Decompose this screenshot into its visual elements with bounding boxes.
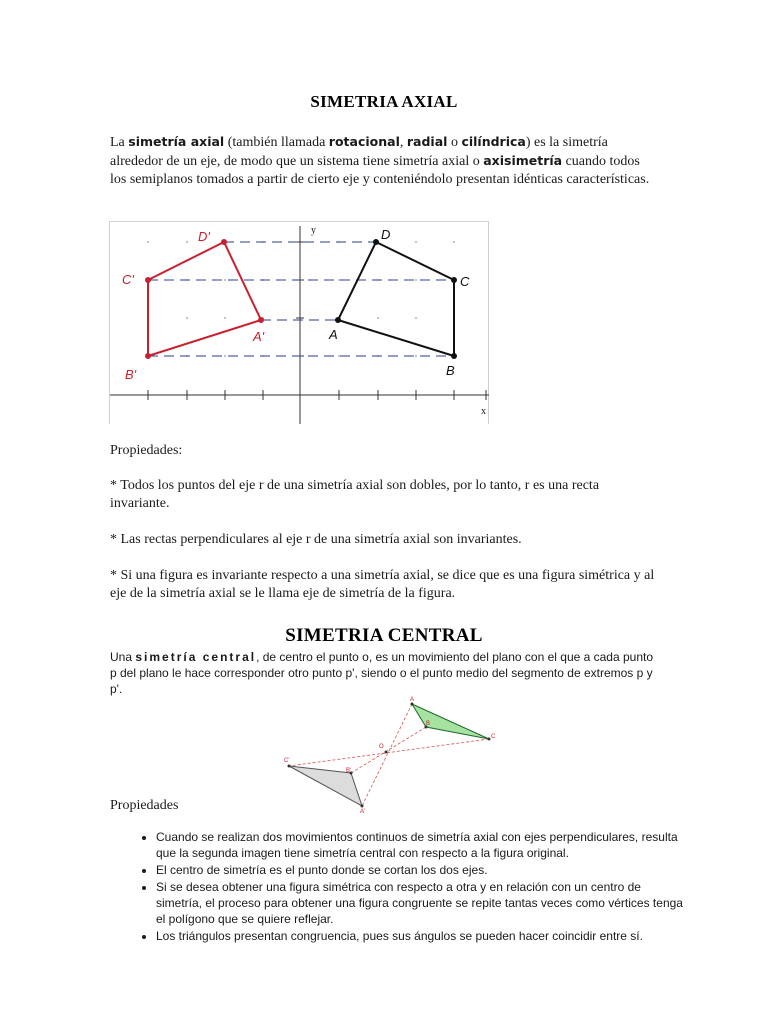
intro-text: cuando todos los semiplanos tomados a partir de cierto eje y conteniéndolo presentan idénticas características. — [110, 154, 650, 187]
label-c: C — [460, 274, 470, 289]
vertex-c-prime — [288, 765, 291, 768]
intro-paragraph-axial — [110, 133, 658, 189]
grid-dot — [415, 241, 417, 243]
intro-text: La — [110, 135, 129, 150]
dashed-correspondence-lines — [148, 242, 454, 356]
intro-term-axisimetria: axisimetría — [483, 153, 563, 168]
original-polygon — [338, 242, 454, 356]
property-item: * Todos los puntos del eje r de una simetría axial son dobles, por lo tanto, r es una recta invariante. — [110, 478, 600, 511]
vertex-b-prime — [145, 353, 151, 359]
grid-dot — [338, 355, 340, 357]
properties-heading-central: Propiedades — [110, 798, 179, 813]
grid-dot — [415, 279, 417, 281]
label-a-prime: A' — [253, 329, 265, 344]
label-c-prime: C' — [122, 272, 134, 287]
label-o: O — [379, 744, 384, 750]
grid-dot — [338, 279, 340, 281]
x-axis-label: x — [481, 406, 486, 417]
label-a-prime: A' — [360, 809, 366, 815]
grid-dot — [377, 317, 379, 319]
list-item: • Cuando se realizan dos movimientos continuos de simetría axial con ejes perpendiculares, resulta que la segunda imagen tiene simetría central con respecto a la figura original. — [156, 829, 688, 861]
property-item: * Las rectas perpendiculares al eje r de una simetría axial son invariantes. — [110, 532, 522, 547]
dashed-center-lines — [289, 704, 489, 806]
list-item: • Los triángulos presentan congruencia, pues sus ángulos se pueden hacer coincidir entre sí. — [156, 928, 688, 944]
grid-dot — [186, 317, 188, 319]
grid-dot — [224, 317, 226, 319]
original-triangle — [412, 704, 489, 739]
grid-dot — [224, 279, 226, 281]
grid-dot — [415, 355, 417, 357]
label-b-prime: B' — [125, 367, 137, 382]
vertex-d-prime — [221, 239, 227, 245]
axial-symmetry-figure — [108, 218, 490, 424]
intro-term-simetria-axial: simetría axial — [128, 134, 225, 149]
label-c: C — [491, 734, 496, 740]
grid-dot — [224, 355, 226, 357]
intro-text: , — [399, 135, 407, 150]
label-d: D — [381, 227, 391, 242]
intro-text: Una — [110, 650, 136, 664]
label-a: A — [410, 697, 415, 703]
intro-term-rotacional: rotacional — [328, 134, 400, 149]
figure-frame — [110, 222, 489, 425]
intro-term-simetria-central: simetría central — [135, 650, 257, 664]
vertex-b — [451, 353, 457, 359]
dashed-line-b — [351, 727, 426, 773]
intro-text: ) es la simetría alrededor de un eje, de modo que un sistema tiene simetría axial o — [110, 135, 608, 169]
intro-term-cilindrica: cilíndrica — [461, 134, 526, 149]
label-d-prime: D' — [198, 229, 210, 244]
properties-heading-axial: Propiedades: — [110, 443, 183, 458]
list-item: • Si se desea obtener una figura simétrica con respecto a otra y en relación con un centro de simetría, el proceso para obtener una figura congruente se repite tantas veces como vértices tenga el polígono que se quiere reflejar. — [156, 879, 688, 927]
label-b-prime: B' — [346, 768, 352, 774]
center-o — [385, 751, 388, 754]
intro-text: o — [447, 135, 462, 150]
vertex-a-prime — [258, 317, 264, 323]
y-axis-label: y — [311, 225, 316, 236]
dashed-line-c — [289, 739, 489, 766]
intro-term-radial: radial — [406, 134, 448, 149]
grid-dot — [186, 241, 188, 243]
label-b: B — [426, 721, 431, 727]
intro-paragraph-central — [110, 649, 662, 697]
image-polygon — [148, 242, 261, 356]
vertex-c — [451, 277, 457, 283]
property-item: * Si una figura es invariante respecto a una simetría axial, se dice que es una figura simétrica y al eje de la simetría axial se le llama eje de simetría de la figura. — [110, 568, 655, 601]
properties-list-central — [130, 829, 688, 945]
section-title-central: SIMETRIA CENTRAL — [285, 625, 483, 646]
label-a: A — [329, 327, 338, 342]
axis-ticks — [148, 242, 486, 400]
grid-dot — [415, 317, 417, 319]
grid-dot — [453, 241, 455, 243]
list-item: • El centro de simetría es el punto donde se cortan los dos ejes. — [156, 862, 688, 878]
vertex-d — [373, 239, 379, 245]
vertex-a — [335, 317, 341, 323]
label-c-prime: C' — [284, 758, 290, 764]
section-title-axial: SIMETRIA AXIAL — [310, 92, 458, 111]
intro-text: , de centro el punto o, es un movimiento del plano con el que a cada punto p del plano le hace corresponder otro punto p', siendo o el punto medio del segmento de extremos p y p'. — [110, 650, 654, 696]
grid-dot — [147, 241, 149, 243]
vertex-c-prime — [145, 277, 151, 283]
label-b: B — [446, 363, 455, 378]
intro-text: (también llamada — [224, 135, 329, 150]
